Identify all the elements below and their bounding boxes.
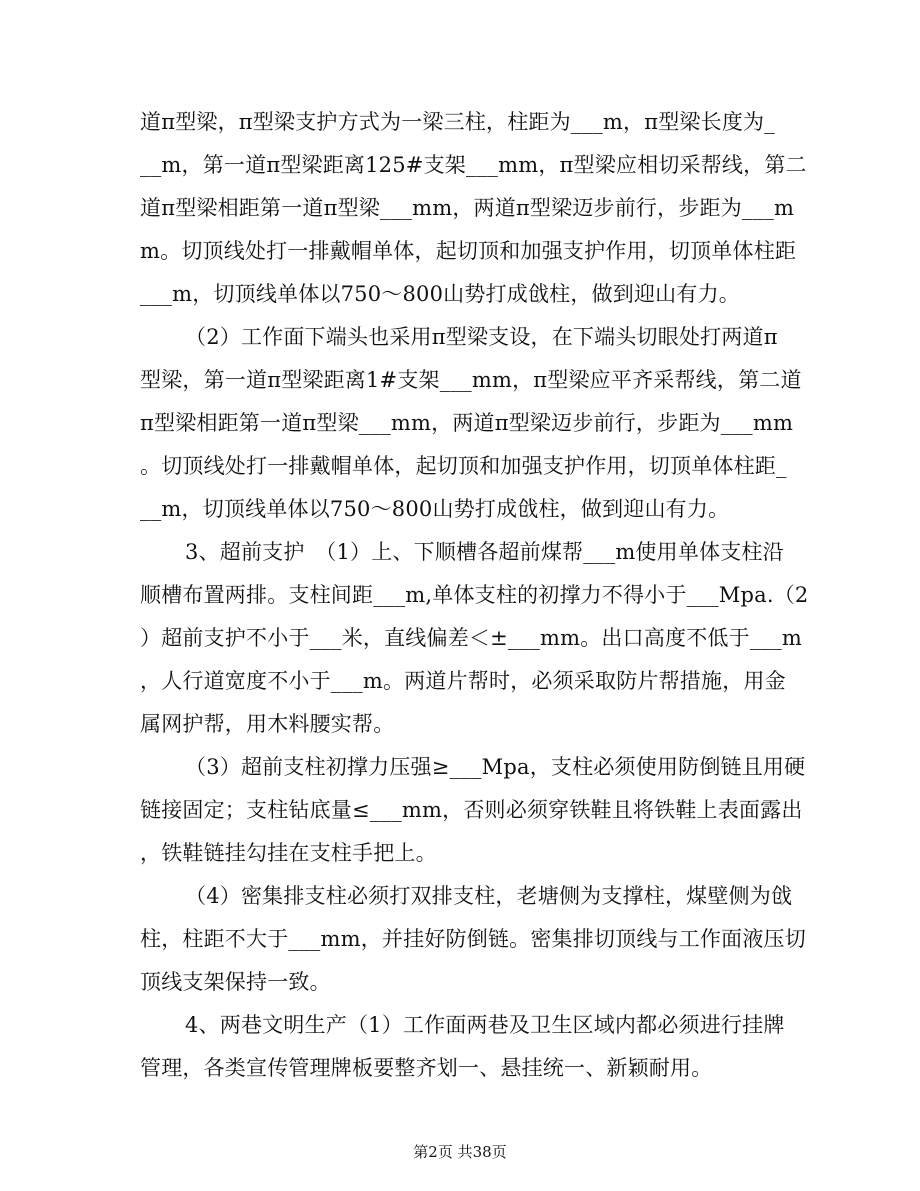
text-line: 3、超前支护 （1）上、下顺槽各超前煤帮___m使用单体支柱沿 bbox=[185, 540, 784, 564]
page-footer: 第2页 共38页 bbox=[413, 1143, 507, 1161]
text-line: 型梁，第一道π型梁距离1#支架___mm，π型梁应平齐采帮线，第二道 bbox=[140, 368, 802, 392]
text-line: ，人行道宽度不小于___m。两道片帮时，必须采取防片帮措施，用金 bbox=[140, 669, 786, 693]
text-line: 管理，各类宣传管理牌板要整齐划一、悬挂统一、新颖耐用。 bbox=[140, 1056, 713, 1080]
text-line: 顶线支架保持一致。 bbox=[140, 970, 331, 994]
text-line: __m，切顶线单体以750～800山势打成戗柱，做到迎山有力。 bbox=[140, 497, 730, 521]
text-line: （4）密集排支柱必须打双排支柱，老塘侧为支撑柱，煤壁侧为戗 bbox=[185, 884, 793, 908]
text-line: 柱，柱距不大于___mm，并挂好防倒链。密集排切顶线与工作面液压切 bbox=[140, 927, 806, 951]
text-line: m。切顶线处打一排戴帽单体，起切顶和加强支护作用，切顶单体柱距 bbox=[140, 239, 797, 263]
text-line: 4、两巷文明生产（1）工作面两巷及卫生区域内都必须进行挂牌 bbox=[185, 1013, 785, 1037]
text-line: ，铁鞋链挂勾挂在支柱手把上。 bbox=[140, 841, 437, 865]
text-line: 属网护帮，用木料腰实帮。 bbox=[140, 712, 395, 736]
text-line: 道π型梁相距第一道π型梁___mm，两道π型梁迈步前行，步距为___m bbox=[140, 196, 795, 220]
text-line: （3）超前支柱初撑力压强≥___Mpa，支柱必须使用防倒链且用硬 bbox=[185, 755, 806, 779]
text-line: 顺槽布置两排。支柱间距___m,单体支柱的初撑力不得小于___Mpa.（2 bbox=[140, 583, 809, 607]
text-line: 。切顶线处打一排戴帽单体，起切顶和加强支护作用，切顶单体柱距_ bbox=[140, 454, 787, 478]
text-line: ___m，切顶线单体以750～800山势打成戗柱，做到迎山有力。 bbox=[140, 282, 740, 306]
text-line: __m，第一道π型梁距离125#支架___mm，π型梁应相切采帮线，第二 bbox=[140, 153, 807, 177]
text-line: π型梁相距第一道π型梁___mm，两道π型梁迈步前行，步距为___mm bbox=[140, 411, 794, 435]
text-line: 道π型梁，π型梁支护方式为一梁三柱，柱距为___m，π型梁长度为_ bbox=[140, 110, 775, 134]
text-line: ）超前支护不小于___米，直线偏差＜±___mm。出口高度不低于___m bbox=[140, 626, 803, 650]
text-line: （2）工作面下端头也采用π型梁支设，在下端头切眼处打两道π bbox=[185, 325, 778, 349]
text-line: 链接固定；支柱钻底量≤___mm，否则必须穿铁鞋且将铁鞋上表面露出 bbox=[140, 798, 803, 822]
